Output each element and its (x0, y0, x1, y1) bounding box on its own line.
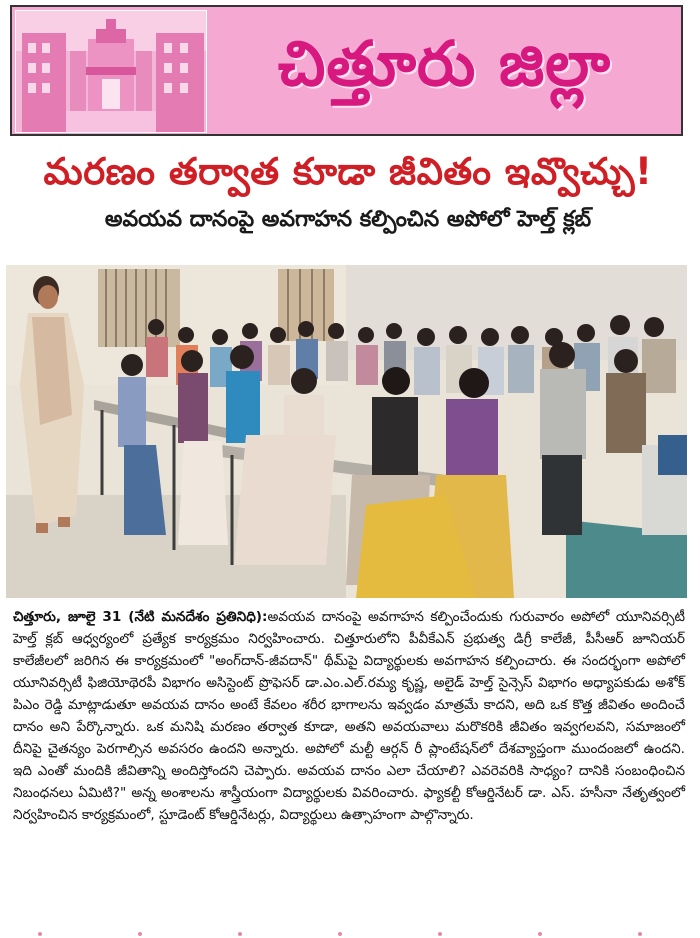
subheadline: అవయవ దానంపై అవగాహన కల్పించిన అపోలో హెల్త్ క్లబ్ (104, 207, 592, 232)
district-banner (10, 5, 683, 136)
district-name: చిత్తూరు జిల్లా (277, 27, 612, 100)
article-text: అవయవ దానంపై అవగాహన కల్పించేందుకు గురువారం అపోలో యూనివర్సిటీ హెల్త్ క్లబ్ ఆధ్వర్యంలో ప్రత్యేక కార్యక్రమం నిర్వహించారు. చిత్తూరులోని పీవీకేఎన్ ప్రభుత్వ డిగ్రీ కాలేజీ, పీసీఆర్ జూనియర్ కాలేజీలలో జరిగిన ఈ కార్యక్రమంలో "అంగ్‌దాన్-జీవదాన్" థీమ్‌పై విద్యార్థులకు అవగాహన కల్పించారు. ఈ సందర్భంగా అపోలో యూనివర్సిటీ ఫిజియోథెరపీ విభాగం అసిస్టెంట్ ప్రొఫెసర్ డా.ఎం.ఎల్.రమ్య కృష్ణ, అలైడ్ హెల్త్ సైన్సెస్ విభాగం అధ్యాపకుడు అశోక్ పిఎం రెడ్డి మాట్లాడుతూ అవయవ దానం అంటే కేవలం శరీర భాగాలను ఇవ్వడం మాత్రమే కాదని, అది ఒక కొత్త జీవితం అందించే దానం అని పేర్కొన్నారు. ఒక మనిషి మరణం తర్వాత కూడా, అతని అవయవాలు మరొకరికి జీవితం ఇవ్వగలవని, సమాజంలో దీనిపై చైతన్యం పెరగాల్సిన అవసరం ఉందని అన్నారు. అపోలో మల్టీ ఆర్గన్ రీ ప్లాంటేషన్‌లో దేశవ్యాప్తంగా ముందంజలో ఉందని. ఇది ఎంతో మందికి జీవితాన్ని అందిస్తోందని చెప్పారు. అవయవ దానం ఎలా చేయాలి? ఎవరెవరికి సాధ్యం? దానికి సంబంధించిన నిబంధనలు ఏమిటి?" అన్న అంశాలను శాస్త్రీయంగా విద్యార్థులకు వివరించారు. ఫ్యాకల్టీ కోఆర్డినేటర్ డా. ఎస్. హసీనా నేతృత్వంలో నిర్వహించిన కార్యక్రమంలో, స్టూడెంట్ కోఆర్డినేటర్లు, విద్యార్థులు ఉత్సాహంగా పాల్గొన్నారు. (13, 609, 685, 823)
classroom-photo (6, 265, 687, 598)
footer-dotted-rule (0, 930, 700, 938)
article-body (13, 606, 685, 826)
headline: మరణం తర్వాత కూడా జీవితం ఇవ్వొచ్చు! (43, 150, 653, 193)
collectorate-building-picture (15, 10, 207, 133)
article-dateline: చిత్తూరు, జూలై 31 (నేటి మనదేశం ప్రతినిధి): (13, 609, 268, 625)
